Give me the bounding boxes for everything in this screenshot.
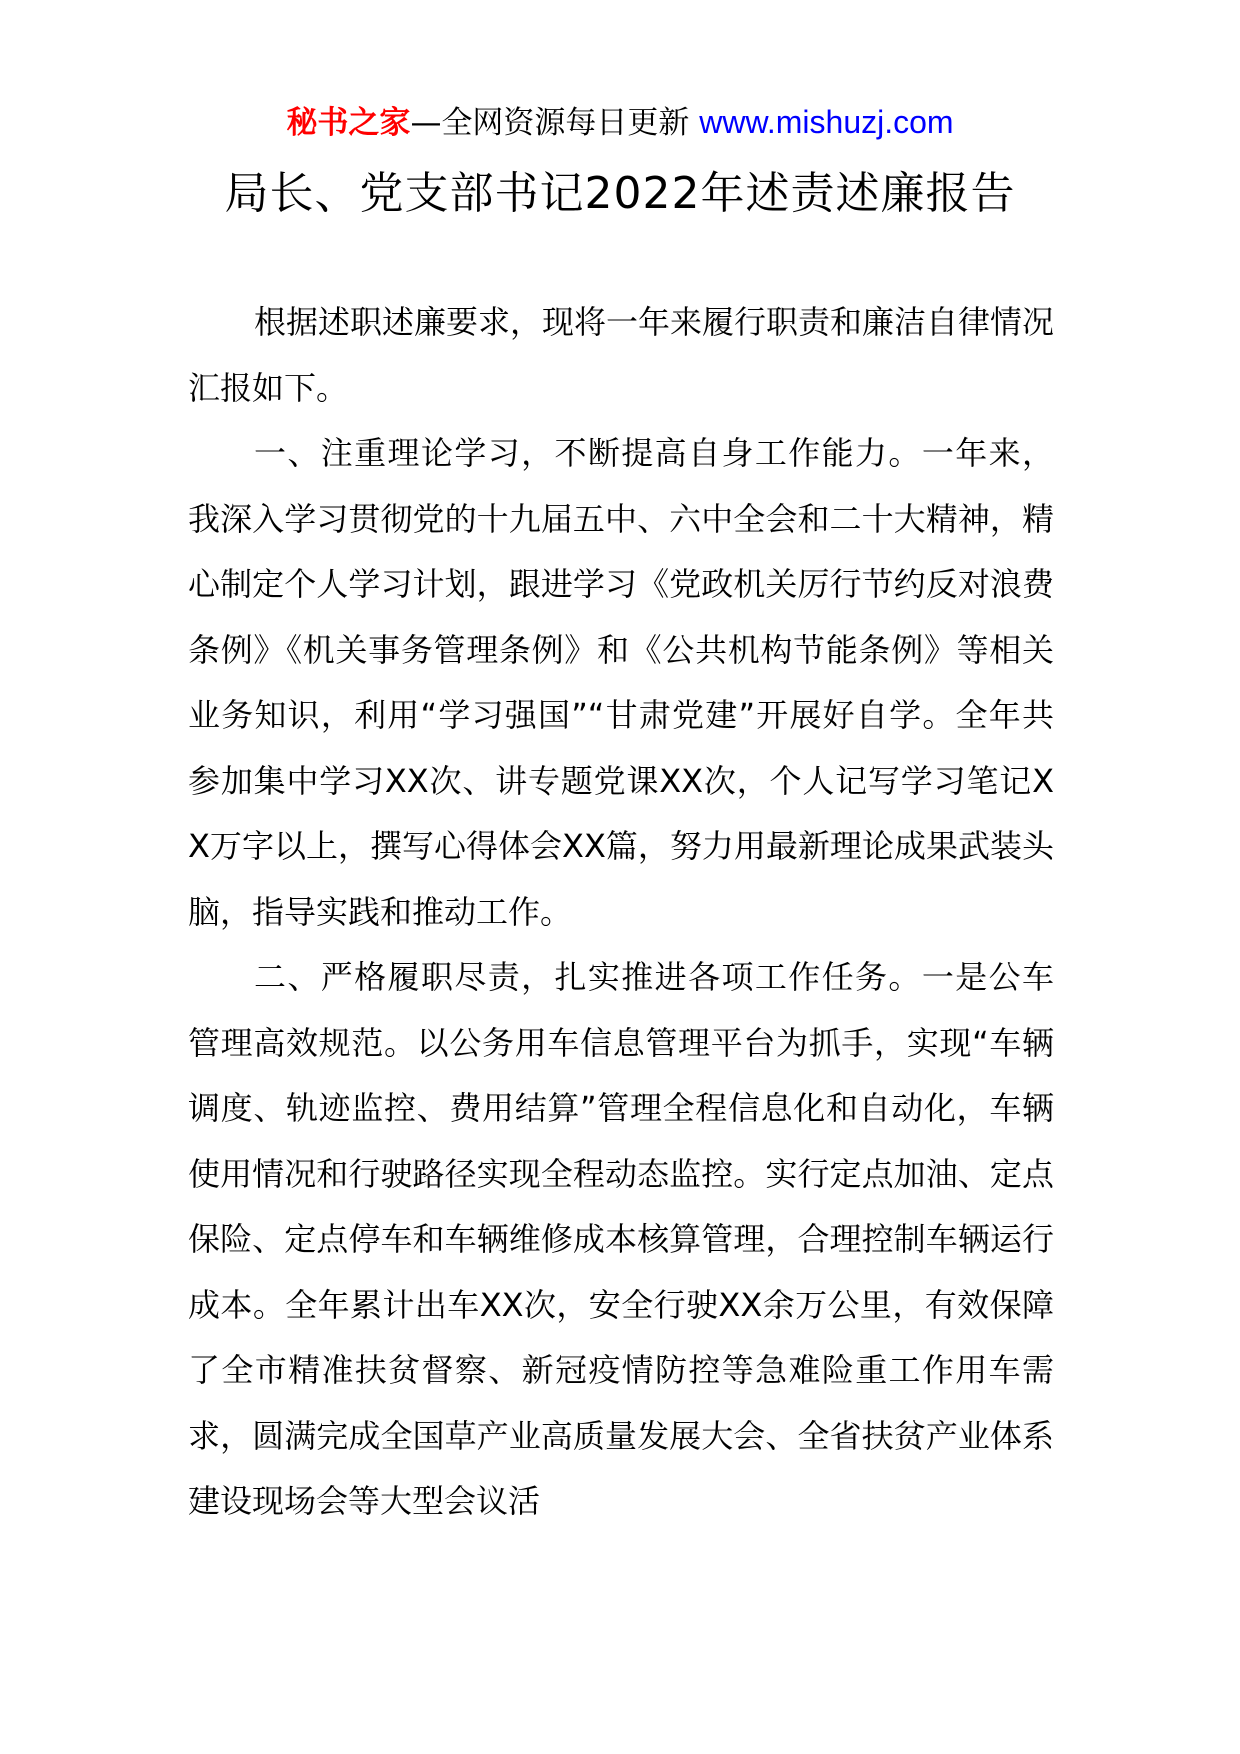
- section-heading: 一、注重理论学习，不断提高自身工作能力。: [254, 434, 922, 472]
- paragraph-section-2: [188, 945, 1054, 1535]
- watermark-dash: —: [410, 105, 442, 141]
- watermark-url[interactable]: www.mishuzj.com: [699, 104, 954, 140]
- paragraph-text: 根据述职述廉要求，现将一年来履行职责和廉洁自律情况汇报如下。: [188, 303, 1055, 407]
- paragraph-text: 一是公车管理高效规范。以公务用车信息管理平台为抓手，实现“车辆调度、轨迹监控、费用结算”管理全程信息化和自动化，车辆使用情况和行驶路径实现全程动态监控。实行定点加油、定点保险、定点停车和车辆维修成本核算管理，合理控制车辆运行成本。全年累计出车XX次，安全行驶XX余万公里，有效保障了全市精准扶贫督察、新冠疫情防控等急难险重工作用车需求，圆满完成全国草产业高质量发展大会、全省扶贫产业体系建设现场会等大型会议活: [188, 958, 1054, 1520]
- paragraph-intro: [188, 290, 1054, 421]
- document-title: 局长、党支部书记2022年述责述廉报告: [224, 168, 1016, 219]
- paragraph-text: 一年来，我深入学习贯彻党的十九届五中、六中全会和二十大精神，精心制定个人学习计划，跟进学习《党政机关厉行节约反对浪费条例》《机关事务管理条例》和《公共机构节能条例》等相关业务知识，利用“学习强国”“甘肃党建”开展好自学。全年共参加集中学习XX次、讲专题党课XX次，个人记写学习笔记XX万字以上，撰写心得体会XX篇，努力用最新理论成果武装头脑，指导实践和推动工作。: [188, 434, 1054, 931]
- section-heading: 二、严格履职尽责，扎实推进各项工作任务。: [254, 958, 922, 996]
- watermark-brand: 秘书之家: [286, 105, 411, 141]
- document-body: [188, 290, 1054, 1535]
- paragraph-section-1: [188, 421, 1054, 945]
- watermark-slogan: 全网资源每日更新: [441, 105, 700, 141]
- watermark-header: [0, 100, 1240, 145]
